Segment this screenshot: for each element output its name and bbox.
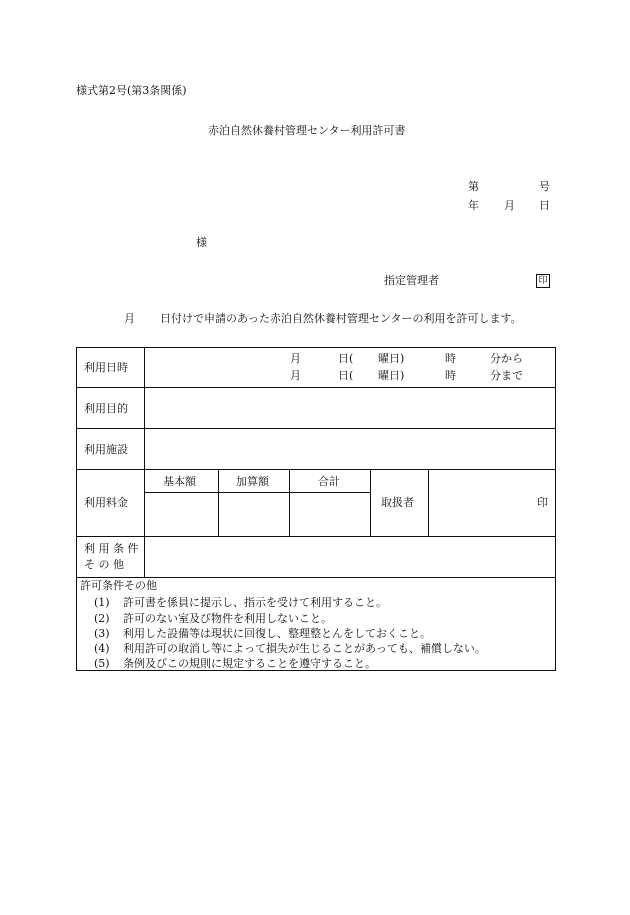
condition-item bbox=[94, 613, 332, 624]
from-month: 月 bbox=[290, 352, 301, 365]
fee-label: 利用料金 bbox=[84, 496, 128, 509]
condition-text: 条例及びこの規則に規定することを遵守すること。 bbox=[123, 657, 376, 670]
handler-seal: 印 bbox=[537, 496, 548, 509]
facility-label: 利用施設 bbox=[84, 443, 128, 456]
condition-number: (3) bbox=[94, 627, 110, 640]
condition-text: 許可書を係員に提示し、指示を受けて利用すること。 bbox=[123, 596, 387, 609]
number-gou: 号 bbox=[539, 180, 550, 193]
condition-item bbox=[94, 628, 431, 639]
to-weekday: 曜日) bbox=[378, 369, 405, 382]
condition-text: 許可のない室及び物件を利用しないこと。 bbox=[123, 612, 332, 625]
from-minute: 分から bbox=[490, 352, 523, 365]
handler-label: 取扱者 bbox=[381, 496, 414, 509]
to-month: 月 bbox=[290, 369, 301, 382]
condition-item bbox=[94, 597, 387, 608]
condition-item bbox=[94, 643, 486, 654]
to-minute: 分まで bbox=[490, 369, 523, 382]
intro-month: 月 bbox=[124, 312, 135, 325]
conditions-label-line2: そ の 他 bbox=[84, 558, 124, 571]
condition-number: (4) bbox=[94, 642, 110, 655]
issuer-label: 指定管理者 bbox=[384, 274, 439, 287]
addressee-suffix: 様 bbox=[196, 236, 207, 249]
from-day: 日( bbox=[338, 352, 354, 365]
number-dai: 第 bbox=[468, 180, 479, 193]
fee-header-addition: 加算額 bbox=[236, 475, 269, 488]
usage-datetime-label: 利用日時 bbox=[84, 361, 128, 374]
conditions-label-line1: 利 用 条 件 bbox=[84, 542, 139, 555]
fee-header-total: 合計 bbox=[318, 475, 340, 488]
intro-text: 日付けで申請のあった赤泊自然休養村管理センターの利用を許可します。 bbox=[160, 312, 522, 325]
condition-number: (5) bbox=[94, 657, 110, 670]
to-day: 日( bbox=[338, 369, 354, 382]
conditions-heading: 許可条件その他 bbox=[80, 579, 157, 592]
condition-text: 利用した設備等は現状に回復し、整理整とんをしておくこと。 bbox=[123, 627, 431, 640]
condition-number: (1) bbox=[94, 596, 110, 609]
fee-header-base: 基本額 bbox=[163, 475, 196, 488]
from-hour: 時 bbox=[445, 352, 456, 365]
form-number: 様式第2号(第3条関係) bbox=[76, 84, 187, 97]
date-month: 月 bbox=[504, 199, 515, 212]
purpose-label: 利用目的 bbox=[84, 402, 128, 415]
condition-number: (2) bbox=[94, 612, 110, 625]
document-title: 赤泊自然休養村管理センター利用許可書 bbox=[208, 124, 406, 137]
from-weekday: 曜日) bbox=[378, 352, 405, 365]
seal-mark: 印 bbox=[536, 274, 550, 288]
date-day: 日 bbox=[539, 199, 550, 212]
condition-text: 利用許可の取消し等によって損失が生じることがあっても、補償しない。 bbox=[123, 642, 486, 655]
condition-item bbox=[94, 658, 376, 669]
to-hour: 時 bbox=[445, 369, 456, 382]
date-year: 年 bbox=[468, 199, 479, 212]
